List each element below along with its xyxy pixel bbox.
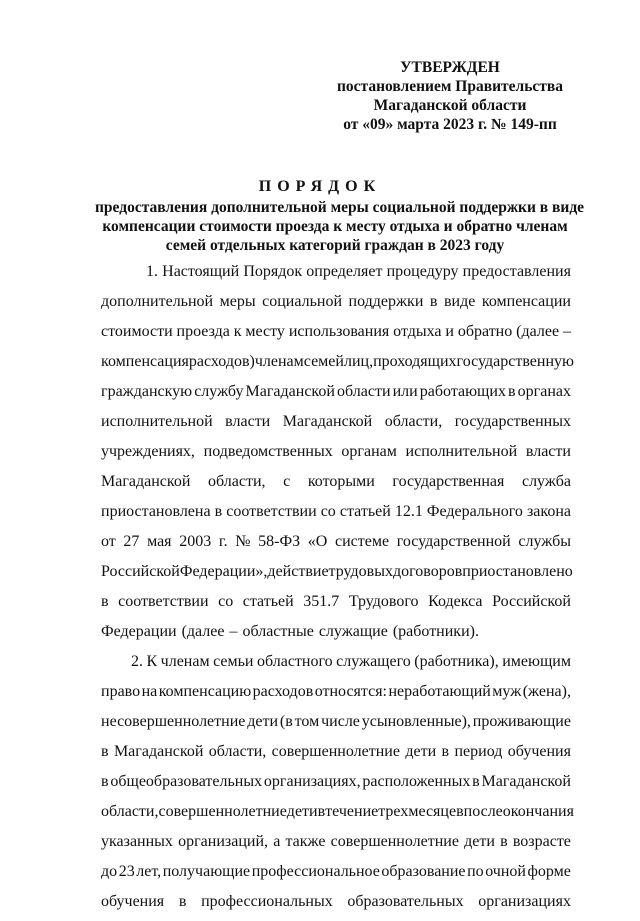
word: –: [229, 623, 238, 640]
word: Российской: [101, 563, 180, 580]
word: лиц,: [343, 353, 374, 370]
word: статьей: [339, 503, 391, 520]
word: образовательных: [347, 893, 464, 910]
word: семей: [303, 353, 344, 370]
text-line: [101, 651, 571, 681]
word: власти: [225, 413, 271, 430]
word: Федерации: [101, 623, 177, 640]
subtitle-line: семей отдельных категорий граждан в 2023 году: [165, 237, 505, 254]
text-line: [101, 861, 571, 891]
text-line: [101, 771, 571, 801]
word: со: [218, 593, 234, 610]
word: расположенных: [362, 773, 471, 790]
word: трудовых: [328, 563, 393, 580]
word: меры: [219, 293, 256, 310]
word: лет,: [136, 863, 162, 880]
word: государственных: [454, 413, 571, 430]
word: профессиональных: [201, 893, 333, 910]
text-line: [101, 591, 571, 621]
word: гражданскую: [101, 383, 193, 400]
text-line: [101, 381, 571, 411]
word: к: [233, 323, 242, 340]
word: области,: [208, 473, 266, 490]
word: органах: [517, 383, 571, 400]
text-line: [101, 801, 574, 831]
word: 2.: [131, 653, 143, 670]
word: власти: [525, 443, 571, 460]
word: компенсации: [481, 293, 571, 310]
word: обучения: [101, 893, 165, 910]
word: совершеннолетние: [158, 803, 287, 820]
word: профессиональное: [251, 863, 380, 880]
word: №: [235, 533, 251, 550]
word: г.: [218, 533, 228, 550]
word: проходящих: [373, 353, 457, 370]
text-line: [101, 261, 571, 291]
word: (далее: [181, 623, 225, 640]
word: семьи: [213, 653, 254, 670]
word: течение: [325, 803, 379, 820]
word: Магаданской: [113, 743, 204, 760]
word: имеющим: [502, 653, 571, 670]
word: подведомственных: [203, 443, 333, 460]
word: организациях: [478, 893, 571, 910]
word: очной: [485, 863, 526, 880]
word: со: [320, 503, 336, 520]
word: государственная: [392, 473, 505, 490]
word: расходов: [252, 683, 314, 700]
word: закона: [526, 503, 571, 520]
word: после: [463, 803, 503, 820]
word: договоров: [392, 563, 463, 580]
word: в: [214, 503, 223, 520]
word: Магаданской: [481, 773, 571, 790]
word: совершеннолетние: [271, 743, 400, 760]
approval-heading: УТВЕРЖДЕН: [400, 59, 500, 76]
document-title: ПОРЯДОК: [258, 178, 382, 195]
word: обучения: [507, 743, 571, 760]
word: области: [337, 383, 391, 400]
word: службу: [194, 383, 244, 400]
word: виде: [443, 293, 476, 310]
text-line: [101, 441, 571, 471]
word: Федерального: [426, 503, 523, 520]
word: месяцев: [408, 803, 464, 820]
approval-block: [330, 58, 570, 134]
word: дети: [286, 803, 318, 820]
text-line: [101, 891, 571, 921]
word: обратно: [457, 323, 513, 340]
word: на: [141, 683, 158, 700]
word: К: [146, 653, 158, 670]
text-line: [101, 681, 571, 711]
word: области,: [384, 413, 443, 430]
word: членам: [160, 653, 210, 670]
word: (работники).: [392, 623, 479, 640]
word: действие: [267, 563, 329, 580]
word: работающих: [419, 383, 506, 400]
word: областные: [242, 623, 314, 640]
word: организаций,: [178, 833, 269, 850]
word: дети: [405, 743, 437, 760]
word: дети: [464, 833, 495, 850]
word: с: [283, 473, 291, 490]
word: исполнительной: [101, 413, 213, 430]
text-line: [101, 321, 571, 351]
word: Кодекса: [428, 593, 483, 610]
text-line: [101, 711, 571, 741]
word: в: [178, 893, 187, 910]
word: совершеннолетние: [330, 833, 459, 850]
word: «О: [307, 533, 328, 550]
word: или: [392, 383, 418, 400]
word: служащего: [336, 653, 411, 670]
word: государственной: [396, 533, 511, 550]
word: проживающие: [472, 713, 571, 730]
word: 351.7: [303, 593, 340, 610]
word: Магаданской: [282, 413, 373, 430]
word: неработающий: [388, 683, 491, 700]
word: приостановлена: [101, 503, 211, 520]
word: –: [562, 323, 571, 340]
text-line: [101, 561, 571, 591]
word: 27: [123, 533, 140, 550]
word: (работника),: [414, 653, 499, 670]
word: в: [101, 593, 109, 610]
word: по: [467, 863, 484, 880]
word: 2003: [179, 533, 212, 550]
word: соответствии: [118, 593, 209, 610]
word: области,: [101, 803, 159, 820]
word: компенсация: [101, 353, 189, 370]
word: стоимости: [101, 323, 173, 340]
document-subtitle: [95, 198, 585, 255]
word: в: [429, 293, 438, 310]
word: Федерации»,: [179, 563, 268, 580]
word: 1.: [146, 263, 158, 280]
word: служащие: [318, 623, 388, 640]
text-line: [101, 351, 574, 381]
word: относятся:: [314, 683, 387, 700]
word: которыми: [307, 473, 375, 490]
word: расходов): [188, 353, 255, 370]
word: Магаданской: [101, 473, 191, 490]
word: в: [472, 773, 480, 790]
document-body: [101, 261, 574, 921]
word: использования: [288, 323, 390, 340]
text-line: [101, 471, 571, 501]
word: от: [101, 533, 116, 550]
word: до: [101, 863, 118, 880]
text-line: [101, 411, 571, 441]
word: общеобразовательных: [110, 773, 263, 790]
word: системе: [334, 533, 390, 550]
word: соответствии: [226, 503, 317, 520]
word: право: [101, 683, 141, 700]
approval-line: Магаданской области: [373, 97, 527, 114]
subtitle-line: компенсации стоимости проезда к месту отдыха и обратно членам: [102, 218, 568, 235]
word: месту: [245, 323, 285, 340]
word: в: [508, 383, 516, 400]
word: а: [273, 833, 281, 850]
word: государственную: [456, 353, 574, 370]
word: Трудового: [348, 593, 419, 610]
word: также: [285, 833, 326, 850]
word: форме: [527, 863, 571, 880]
text-line: [101, 621, 571, 651]
word: числе: [321, 713, 360, 730]
word: (в: [279, 713, 293, 730]
word: статьей: [242, 593, 294, 610]
approval-line: постановлением Правительства: [336, 78, 564, 95]
word: социальной: [262, 293, 342, 310]
word: несовершеннолетние: [101, 713, 246, 730]
word: процедуру: [386, 263, 459, 280]
word: дети: [247, 713, 279, 730]
word: (далее: [516, 323, 560, 340]
word: исполнительной: [405, 443, 518, 460]
word: проезда: [176, 323, 230, 340]
word: дополнительной: [101, 293, 214, 310]
word: возрасте: [512, 833, 571, 850]
word: поддержки: [348, 293, 424, 310]
word: Настоящий: [162, 263, 240, 280]
text-line: [101, 531, 571, 561]
word: Российской: [492, 593, 571, 610]
text-line: [101, 741, 571, 771]
word: 12.1: [394, 503, 423, 520]
word: области,: [208, 743, 267, 760]
word: трех: [378, 803, 409, 820]
text-line: [101, 831, 571, 861]
word: предоставления: [462, 263, 571, 280]
word: мая: [147, 533, 172, 550]
text-line: [101, 501, 571, 531]
word: том: [294, 713, 320, 730]
word: определяет: [306, 263, 383, 280]
word: 58-ФЗ: [258, 533, 301, 550]
word: усыновленные),: [361, 713, 471, 730]
word: приостановлено: [462, 563, 573, 580]
subtitle-line: предоставления дополнительной меры социальной поддержки в виде: [95, 199, 585, 216]
word: окончания: [502, 803, 574, 820]
word: получающие: [162, 863, 251, 880]
word: организациях,: [263, 773, 361, 790]
word: областного: [256, 653, 333, 670]
word: в: [317, 803, 326, 820]
word: служба: [521, 473, 571, 490]
word: Порядок: [243, 263, 303, 280]
word: в: [101, 773, 109, 790]
word: учреждениях,: [101, 443, 195, 460]
word: 23: [118, 863, 135, 880]
approval-date: от «09» марта 2023 г. № 149-пп: [343, 116, 557, 133]
word: образование: [381, 863, 466, 880]
word: службы: [518, 533, 571, 550]
word: в: [101, 743, 109, 760]
word: муж: [492, 683, 522, 700]
word: (жена),: [522, 683, 571, 700]
word: и: [445, 323, 454, 340]
word: в: [441, 743, 450, 760]
word: отдыха: [393, 323, 442, 340]
word: компенсацию: [158, 683, 252, 700]
text-line: [101, 291, 571, 321]
word: членам: [254, 353, 304, 370]
word: Магаданской: [245, 383, 335, 400]
word: органам: [341, 443, 397, 460]
word: указанных: [101, 833, 173, 850]
word: в: [500, 833, 508, 850]
word: период: [454, 743, 503, 760]
